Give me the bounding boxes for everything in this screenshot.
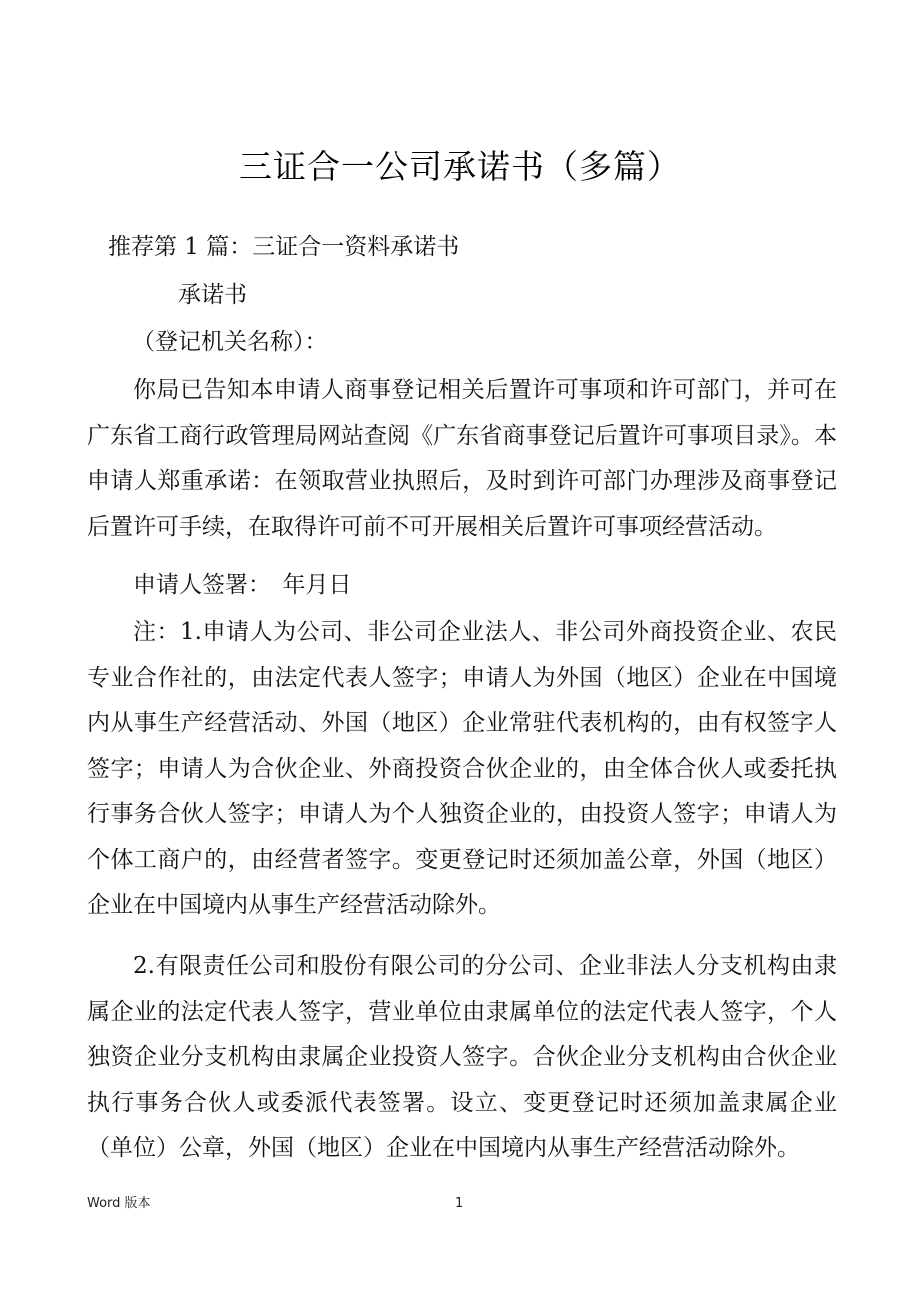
footer-label: Word 版本 bbox=[87, 1196, 151, 1211]
note-paragraph-2: 2.有限责任公司和股份有限公司的分公司、企业非法人分支机构由隶属企业的法定代表人签字，营业单位由隶属单位的法定代表人签字，个人独资企业分支机构由隶属企业投资人签字。合伙企业分支机构由合伙企业执行事务合伙人或委派代表签署。设立、变更登记时还须加盖隶属企业（单位）公章，外国（地区）企业在中国境内从事生产经营活动除外。 bbox=[87, 953, 837, 1161]
addressee-line: （登记机关名称）： bbox=[132, 329, 328, 355]
doc-heading: 承诺书 bbox=[178, 282, 247, 308]
section-heading: 推荐第 1 篇：三证合一资料承诺书 bbox=[108, 234, 460, 260]
footer-page-number: 1 bbox=[455, 1196, 464, 1211]
body-paragraph-commitment: 你局已告知本申请人商事登记相关后置许可事项和许可部门，并可在广东省工商行政管理局网站查阅《广东省商事登记后置许可事项目录》。本申请人郑重承诺：在领取营业执照后，及时到许可部门办理涉及商事登记后置许可手续，在取得许可前不可开展相关后置许可事项经营活动。 bbox=[87, 377, 837, 540]
document-title: 三证合一公司承诺书（多篇） bbox=[239, 147, 681, 186]
signature-line: 申请人签署： 年月日 bbox=[133, 572, 352, 598]
note-paragraph-1: 注：1.申请人为公司、非公司企业法人、非公司外商投资企业、农民专业合作社的，由法定代表人签字；申请人为外国（地区）企业在中国境内从事生产经营活动、外国（地区）企业常驻代表机构的，由有权签字人签字；申请人为合伙企业、外商投资合伙企业的，由全体合伙人或委托执行事务合伙人签字；申请人为个人独资企业的，由投资人签字；申请人为个体工商户的，由经营者签字。变更登记时还须加盖公章，外国（地区）企业在中国境内从事生产经营活动除外。 bbox=[87, 619, 837, 918]
